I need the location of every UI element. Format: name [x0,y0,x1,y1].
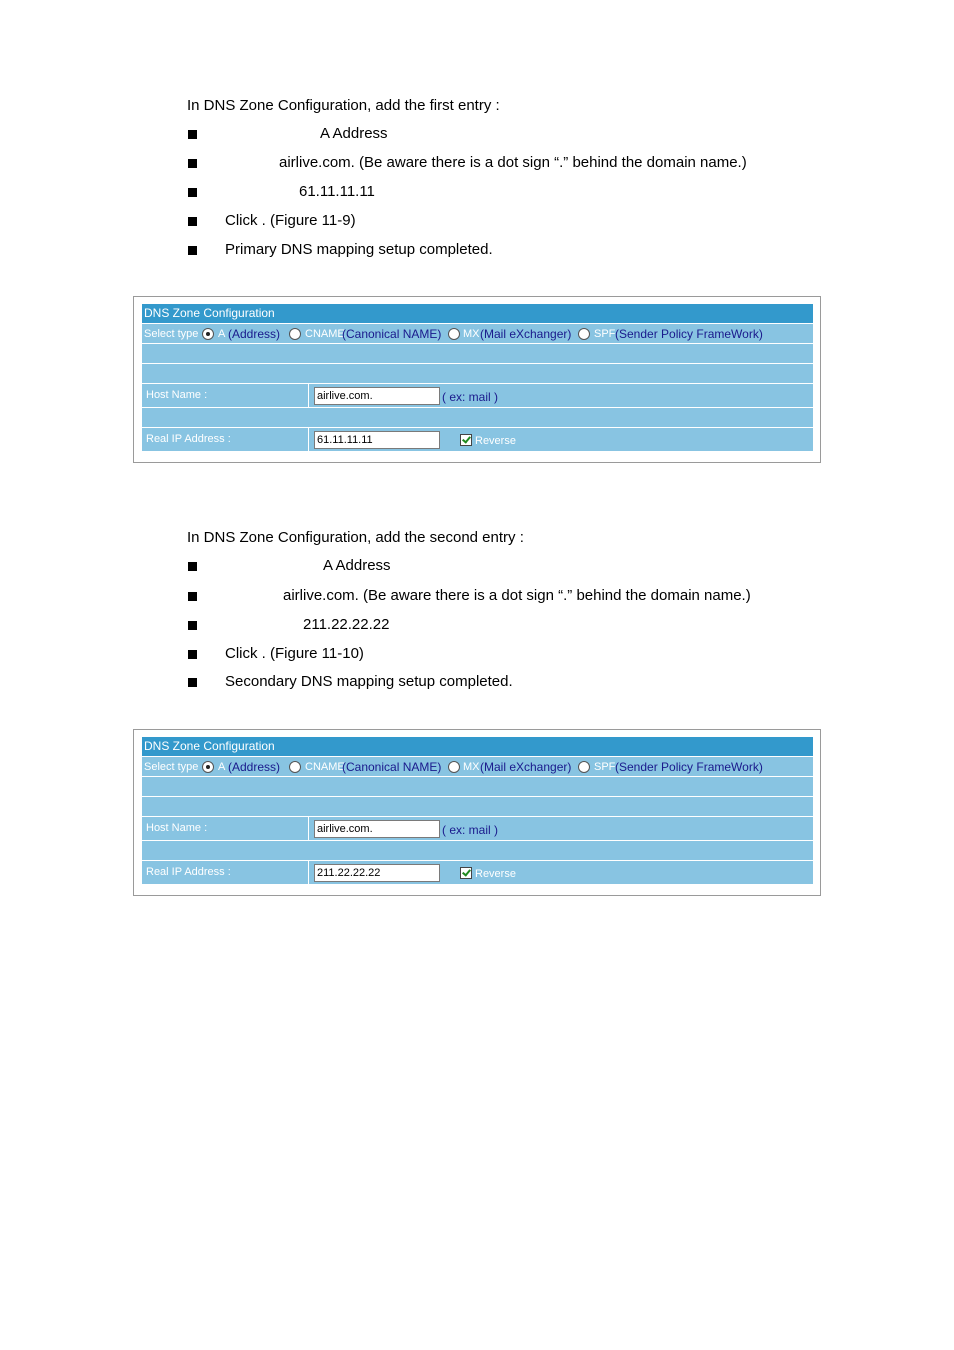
figure-dns-zone-config-1 [133,296,821,463]
option-code-mx: MX [463,328,480,340]
option-desc-a: (Address) [228,327,281,341]
option-desc-mx: (Mail eXchanger) [480,760,572,774]
dns-zone-config-panel [142,737,813,885]
host-name-row [142,817,813,841]
select-type-row [142,324,813,344]
bullet-text: 211.22.22.22 [303,616,390,633]
bullet-icon [188,678,197,687]
option-desc-mx: (Mail eXchanger) [480,327,572,341]
real-ip-row [142,861,813,885]
empty-row [142,777,813,797]
list-item [187,587,867,607]
radio-type-cname[interactable] [289,761,301,773]
radio-type-mx[interactable] [448,328,460,340]
host-name-input[interactable]: airlive.com. [314,387,440,405]
option-code-cname: CNAME [305,761,345,773]
option-code-spf: SPF [594,761,616,773]
option-desc-cname: (Canonical NAME) [342,760,442,774]
panel-header [142,737,813,757]
reverse-label: Reverse [475,435,516,447]
dns-zone-config-panel [142,304,813,452]
list-item [187,557,867,577]
select-type-label: Select type [144,761,199,773]
empty-row [142,797,813,817]
real-ip-input[interactable]: 61.11.11.11 [314,431,440,449]
host-name-row [142,384,813,408]
bullet-text: A Address [323,557,391,574]
list-item [187,154,867,174]
option-code-cname: CNAME [305,328,345,340]
radio-type-spf[interactable] [578,328,590,340]
reverse-checkbox[interactable] [460,867,472,879]
section2-intro: In DNS Zone Configuration, add the second entry : [187,529,524,546]
reverse-label: Reverse [475,868,516,880]
bullet-icon [188,562,197,571]
real-ip-label: Real IP Address : [146,866,231,878]
option-desc-spf: (Sender Policy FrameWork) [615,760,763,774]
option-desc-spf: (Sender Policy FrameWork) [615,327,763,341]
bullet-icon [188,650,197,659]
list-item [187,645,867,665]
section1-intro: In DNS Zone Configuration, add the first entry : [187,97,500,114]
bullet-icon [188,217,197,226]
panel-header [142,304,813,324]
bullet-icon [188,188,197,197]
option-code-a: A [218,761,226,773]
radio-type-cname[interactable] [289,328,301,340]
real-ip-input[interactable]: 211.22.22.22 [314,864,440,882]
bullet-icon [188,621,197,630]
list-item [187,183,867,203]
host-name-label-cell [142,817,309,840]
bullet-icon [188,592,197,601]
panel-title: DNS Zone Configuration [144,739,275,753]
bullet-text: Secondary DNS mapping setup completed. [225,673,513,690]
radio-type-a[interactable] [202,328,214,340]
bullet-icon [188,130,197,139]
real-ip-label-cell [142,861,309,884]
host-name-hint: ( ex: mail ) [442,390,499,404]
bullet-text: Primary DNS mapping setup completed. [225,241,493,258]
bullet-text: airlive.com. (Be aware there is a dot sign “.” behind the domain name.) [279,154,747,171]
bullet-text: Click . (Figure 11-10) [225,645,364,662]
bullet-text: 61.11.11.11 [299,183,375,200]
host-name-label: Host Name : [146,389,208,401]
list-item [187,125,867,145]
reverse-checkbox[interactable] [460,434,472,446]
host-name-label-cell [142,384,309,407]
radio-type-a[interactable] [202,761,214,773]
real-ip-label-cell [142,428,309,451]
bullet-icon [188,159,197,168]
radio-type-spf[interactable] [578,761,590,773]
bullet-text: A Address [320,125,388,142]
radio-type-mx[interactable] [448,761,460,773]
list-item [187,212,867,232]
host-name-hint: ( ex: mail ) [442,823,499,837]
panel-title: DNS Zone Configuration [144,306,275,320]
list-item [187,616,867,636]
option-code-a: A [218,328,226,340]
bullet-text: airlive.com. (Be aware there is a dot sign “.” behind the domain name.) [283,587,751,604]
option-desc-cname: (Canonical NAME) [342,327,442,341]
option-code-mx: MX [463,761,480,773]
empty-row [142,408,813,428]
bullet-text: Click . (Figure 11-9) [225,212,356,229]
real-ip-row [142,428,813,452]
option-desc-a: (Address) [228,760,281,774]
real-ip-label: Real IP Address : [146,433,231,445]
empty-row [142,364,813,384]
bullet-icon [188,246,197,255]
empty-row [142,841,813,861]
figure-dns-zone-config-2 [133,729,821,896]
list-item [187,673,867,693]
select-type-label: Select type [144,328,199,340]
host-name-input[interactable]: airlive.com. [314,820,440,838]
host-name-label: Host Name : [146,822,208,834]
empty-row [142,344,813,364]
list-item [187,241,867,261]
option-code-spf: SPF [594,328,616,340]
select-type-row [142,757,813,777]
